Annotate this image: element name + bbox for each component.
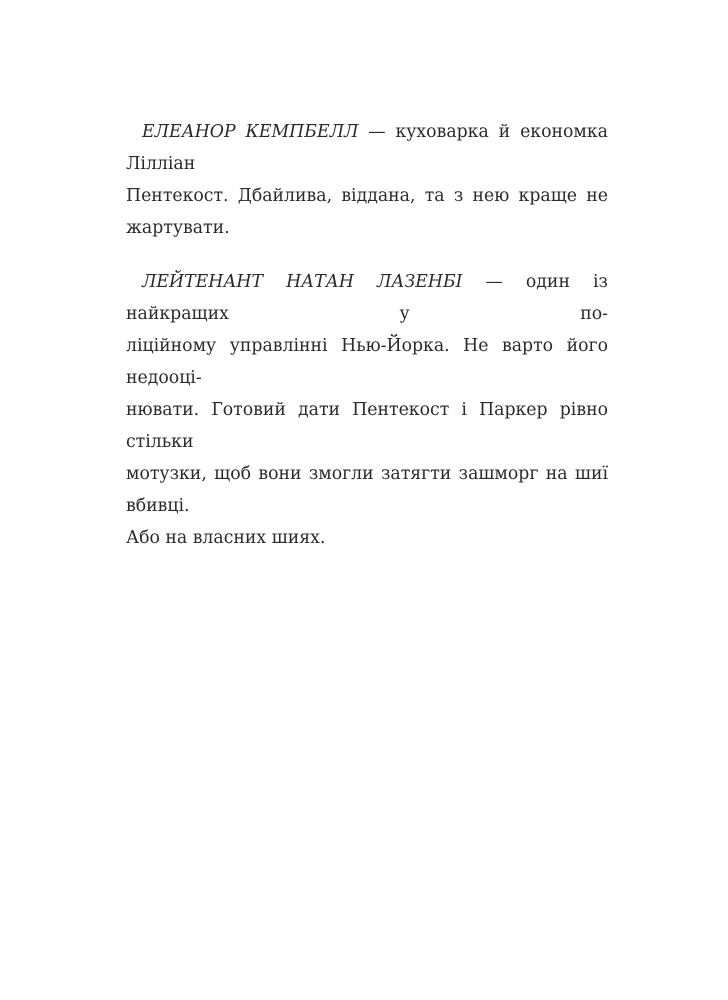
page-text	[126, 116, 608, 576]
text-line: мотузки, щоб вони змогли затягти зашморг на шиї вбивці.	[126, 464, 608, 516]
character-entry-eleanor	[126, 116, 608, 244]
character-entry-lazenby	[126, 266, 608, 554]
text-line	[126, 116, 608, 180]
character-description: — один із найкращих у по-	[126, 272, 608, 324]
text-line: ліційному управлінні Нью-Йорка. Не варто його недооці-	[126, 336, 608, 388]
character-name: ЛЕЙТЕНАНТ НАТАН ЛАЗЕНБІ	[142, 272, 463, 292]
text-line	[126, 266, 608, 330]
character-name: ЕЛЕАНОР КЕМПБЕЛЛ	[142, 122, 359, 142]
text-line: Або на власних шиях.	[126, 528, 326, 548]
text-line: нювати. Готовий дати Пентекост і Паркер рівно стільки	[126, 400, 608, 452]
character-description: — куховарка й економка Лілліан	[126, 122, 608, 174]
text-line: Пентекост. Дбайлива, віддана, та з нею краще не жартувати.	[126, 186, 608, 238]
